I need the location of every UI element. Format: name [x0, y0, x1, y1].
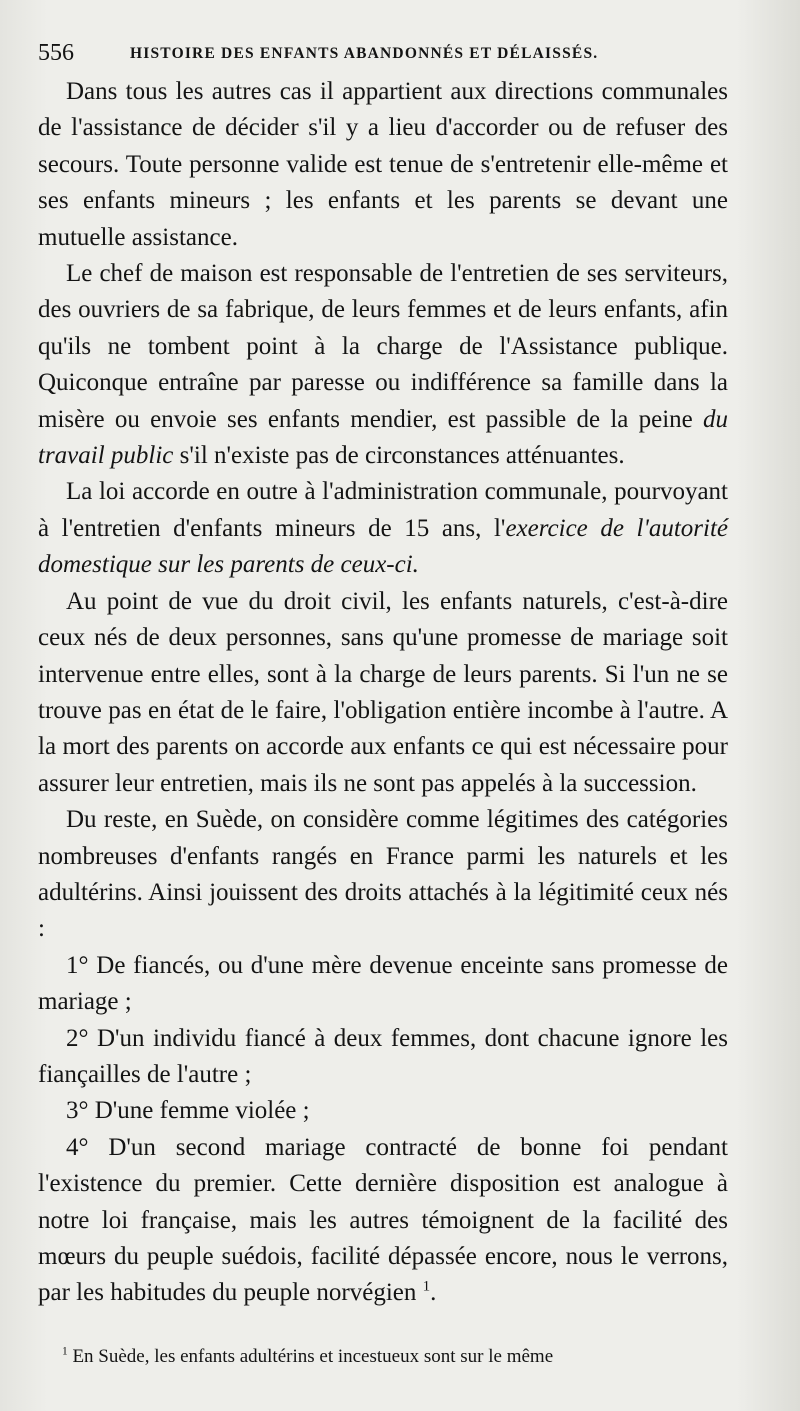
- list-marker: 3°: [66, 1097, 89, 1125]
- list-marker: 4°: [66, 1133, 89, 1161]
- footnote-text: En Suède, les enfants adultérins et incestueux sont sur le même: [72, 1346, 554, 1367]
- list-item: [38, 1093, 728, 1129]
- list-marker: 1°: [66, 951, 89, 979]
- paragraph: [38, 256, 728, 474]
- list-item: [38, 1021, 728, 1094]
- page-header: [38, 38, 758, 68]
- paragraph-text: Le chef de maison est responsable de l'entretien de ses serviteurs, des ouvriers de sa fabrique, de leurs femmes et de leurs enfants, afin qu'ils ne tombent point à la charge de l'Assistance publique. Quiconque entraîne par paresse ou indifférence sa famille dans la misère ou envoie ses enfants mendier, est passible de la peine: [38, 260, 728, 433]
- paragraph-text: s'il n'existe pas de circonstances atténuantes.: [173, 442, 625, 470]
- list-item-text: D'un individu fiancé à deux femmes, dont chacune ignore les fiançailles de l'autre ;: [38, 1024, 728, 1088]
- italic-phrase: du travail public: [38, 405, 728, 470]
- body-text: [38, 74, 728, 1312]
- paragraph: [38, 584, 728, 802]
- running-title: HISTOIRE DES ENFANTS ABANDONNÉS ET DÉLAISSÉS.: [130, 45, 599, 62]
- paragraph-text: Dans tous les autres cas il appartient aux directions communales de l'assistance de décider s'il y a lieu d'accorder ou de refuser des secours. Toute personne valide est tenue de s'entretenir elle-même et ses enfants mineurs ; les enfants et les parents se devant une mutuelle assistance.: [38, 78, 728, 251]
- paragraph: [38, 74, 728, 256]
- list-item: [38, 1130, 728, 1312]
- footnote-reference[interactable]: 1: [422, 1279, 431, 1296]
- paragraph-text: Du reste, en Suède, on considère comme légitimes des catégories nombreuses d'enfants rangés en France parmi les naturels et les adultérins. Ainsi jouissent des droits attachés à la légitimité ceux nés :: [38, 806, 728, 943]
- list-item-text: D'une femme violée ;: [94, 1097, 310, 1125]
- italic-phrase: exercice de l'autorité domestique sur les parents de ceux-ci.: [38, 514, 728, 579]
- footnote: [38, 1344, 728, 1370]
- list-marker: 2°: [66, 1024, 89, 1052]
- list-end-punctuation: .: [430, 1279, 437, 1307]
- list-item-text: D'un second mariage contracté de bonne foi pendant l'existence du premier. Cette dernière disposition est analogue à notre loi française, mais les autres témoignent de la facilité des mœurs du peuple suédois, facilité dépassée encore, nous le verrons, par les habitudes du peuple norvégien: [38, 1133, 728, 1307]
- paragraph: [38, 802, 728, 948]
- list-item-text: De fiancés, ou d'une mère devenue enceinte sans promesse de mariage ;: [38, 951, 729, 1016]
- page-number: 556: [38, 40, 74, 66]
- footnote-marker: 1: [62, 1345, 68, 1358]
- paragraph-text: La loi accorde en outre à l'administration communale, pourvoyant à l'entretien d'enfants mineurs de 15 ans, l': [38, 478, 728, 542]
- paragraph: [38, 474, 728, 583]
- paragraph-text: Au point de vue du droit civil, les enfants naturels, c'est-à-dire ceux nés de deux personnes, sans qu'une promesse de mariage soit intervenue entre elles, sont à la charge de leurs parents. Si l'un ne se trouve pas en état de le faire, l'obligation entière incombe à l'autre. A la mort des parents on accorde aux enfants ce qui est nécessaire pour assurer leur entretien, mais ils ne sont pas appelés à la succession.: [38, 587, 728, 797]
- list-item: [38, 948, 728, 1021]
